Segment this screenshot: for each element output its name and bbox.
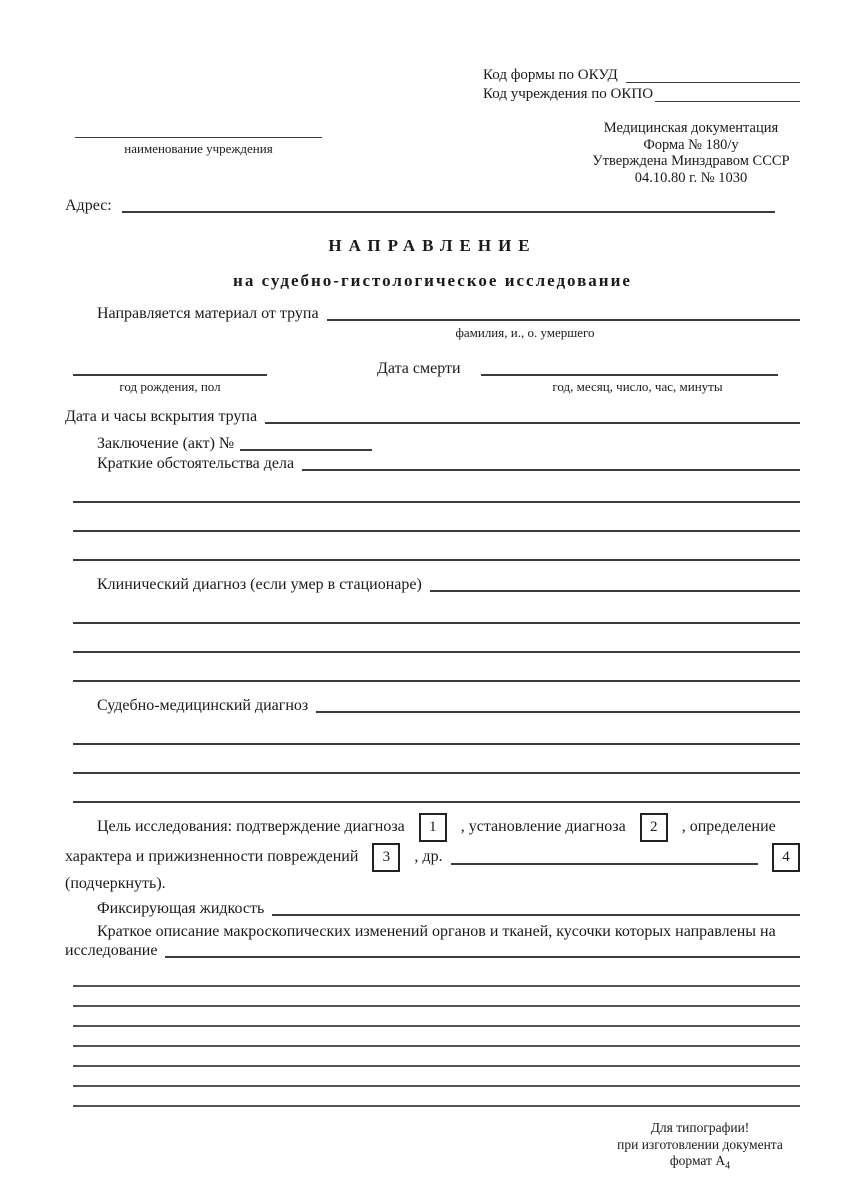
approval-line-4: 04.10.80 г. № 1030 — [634, 169, 748, 186]
act-label: Заключение (акт) № — [97, 435, 235, 452]
autopsy-blank-line — [265, 422, 800, 424]
other-purpose-blank-line — [451, 863, 758, 865]
address-label: Адрес: — [65, 197, 112, 214]
blank-line — [73, 967, 800, 987]
okud-code-row — [483, 66, 800, 85]
purpose-seg-4: характера и прижизненности повреждений — [65, 848, 359, 865]
typography-note-line-1: Для типографии! — [650, 1120, 750, 1135]
purpose-seg-2: , установление диагноза — [460, 818, 626, 835]
approval-line-2: Форма № 180/у — [643, 136, 739, 153]
birth-blank-line — [73, 374, 267, 376]
blank-line — [73, 474, 800, 503]
okud-blank-line — [626, 82, 800, 83]
blank-line — [73, 653, 800, 682]
blank-line — [73, 1027, 800, 1047]
clinical-blank-lines — [65, 595, 800, 682]
clinical-diagnosis-label: Клинический диагноз (если умер в стационаре) — [97, 576, 422, 593]
macro-description-label-2: исследование — [65, 942, 158, 959]
blank-line — [73, 595, 800, 624]
death-date-label: Дата смерти — [377, 360, 461, 377]
fixative-blank-line — [272, 914, 800, 916]
date-captions-row — [65, 379, 800, 394]
purpose-row-2 — [65, 842, 800, 872]
purpose-seg-5: , др. — [414, 848, 443, 865]
blank-line — [73, 716, 800, 745]
purpose-box-3: 3 — [372, 843, 400, 872]
blank-line — [73, 1047, 800, 1067]
clinical-diagnosis-row — [97, 575, 800, 595]
description-blank-lines — [65, 967, 800, 1107]
birth-caption: год рождения, пол — [119, 379, 221, 394]
autopsy-label: Дата и часы вскрытия трупа — [65, 408, 258, 425]
macro-description-row-2 — [65, 941, 800, 961]
death-date-blank-line — [481, 374, 778, 376]
forensic-blank-lines — [65, 716, 800, 803]
circumstances-blank-lines — [65, 474, 800, 561]
underline-note: (подчеркнуть). — [65, 875, 166, 892]
form-title: НАПРАВЛЕНИЕ — [328, 236, 537, 255]
format-text: формат А — [669, 1153, 726, 1168]
blank-line — [73, 774, 800, 803]
purpose-box-1: 1 — [419, 813, 447, 842]
okud-label: Код формы по ОКУД — [483, 67, 618, 83]
blank-line — [73, 1087, 800, 1107]
death-date-caption: год, месяц, число, час, минуты — [552, 379, 723, 394]
forensic-diagnosis-label: Судебно-медицинский диагноз — [97, 697, 309, 714]
forensic-diagnosis-row — [97, 696, 800, 716]
act-blank-line — [240, 449, 372, 451]
blank-line — [73, 1007, 800, 1027]
circumstances-row — [97, 454, 800, 474]
institution-caption: наименование учреждения — [124, 141, 273, 156]
macro-description-line-1: Краткое описание макроскопических изменений органов и тканей, кусочки которых направлены на — [97, 923, 776, 940]
purpose-box-2: 2 — [640, 813, 668, 842]
typography-note-line-3 — [600, 1153, 800, 1175]
autopsy-row — [65, 407, 800, 427]
okpo-label: Код учреждения по ОКПО — [483, 86, 654, 102]
purpose-seg-3: , определение — [681, 818, 776, 835]
material-blank-line — [327, 319, 800, 321]
form-codes-block — [483, 66, 800, 104]
material-label: Направляется материал от трупа — [97, 305, 319, 322]
approval-line-1: Медицинская документация — [603, 120, 779, 136]
circumstances-blank-line — [302, 469, 800, 471]
purpose-box-4: 4 — [772, 843, 800, 872]
okpo-code-row — [483, 85, 800, 104]
blank-line — [73, 1067, 800, 1087]
institution-blank-line — [75, 129, 322, 138]
forensic-blank-line — [316, 711, 800, 713]
purpose-row-1 — [97, 812, 800, 842]
clinical-blank-line — [430, 590, 800, 592]
material-caption: фамилия, и., о. умершего — [455, 325, 595, 340]
macro-blank-line — [165, 956, 800, 958]
approval-line-3: Утверждена Минздравом СССР — [592, 153, 790, 169]
typography-note — [600, 1120, 800, 1175]
format-subscript: 4 — [725, 1160, 731, 1172]
blank-line — [73, 532, 800, 561]
purpose-seg-1: Цель исследования: подтверждение диагноза — [97, 818, 405, 835]
blank-line — [73, 503, 800, 532]
act-row — [97, 434, 800, 454]
address-row — [65, 196, 800, 216]
approval-block — [582, 120, 800, 186]
death-date-row — [65, 359, 800, 379]
form-subtitle: на судебно-гистологическое исследование — [233, 271, 632, 290]
blank-line — [73, 624, 800, 653]
fixative-label: Фиксирующая жидкость — [97, 900, 265, 917]
fixative-row — [97, 899, 800, 919]
institution-block — [75, 120, 322, 186]
material-row — [97, 304, 800, 324]
address-blank-line — [122, 211, 775, 213]
circumstances-label: Краткие обстоятельства дела — [97, 455, 295, 472]
typography-note-line-2: при изготовлении документа — [617, 1136, 783, 1152]
okpo-blank-line — [655, 101, 800, 102]
blank-line — [73, 745, 800, 774]
header-row — [65, 120, 800, 186]
blank-line — [73, 987, 800, 1007]
